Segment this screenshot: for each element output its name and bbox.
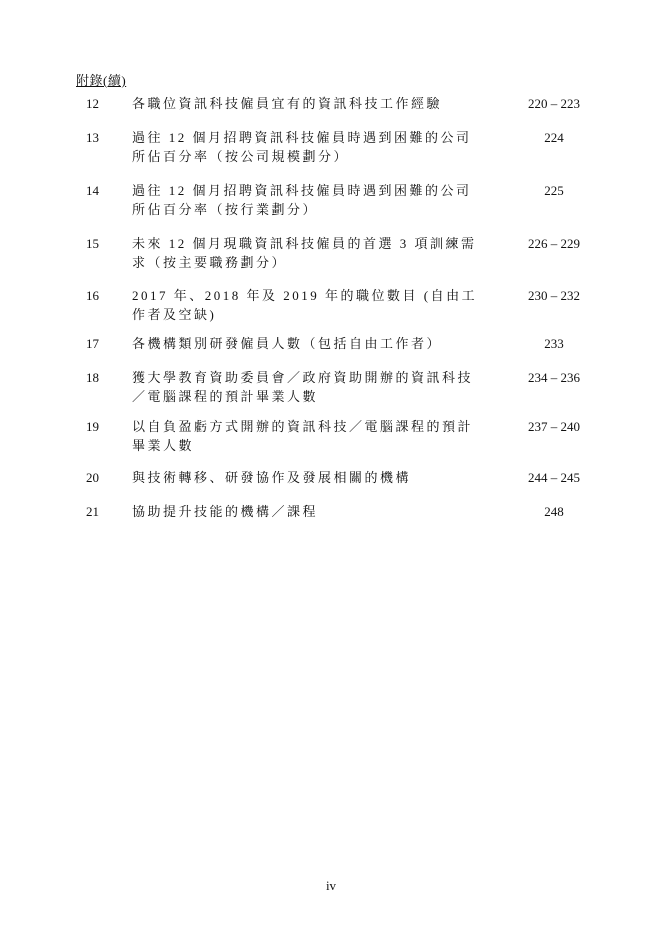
entry-number: 14 bbox=[86, 183, 99, 198]
entry-pages: 237 – 240 bbox=[528, 419, 580, 434]
entry-number: 18 bbox=[86, 370, 99, 385]
toc-entry-21 bbox=[76, 502, 616, 536]
entry-pages: 234 – 236 bbox=[528, 370, 580, 385]
entry-title: 以自負盈虧方式開辦的資訊科技／電腦課程的預計畢業人數 bbox=[132, 419, 474, 453]
entry-pages: 226 – 229 bbox=[528, 236, 580, 251]
entry-number: 17 bbox=[86, 336, 99, 351]
appendix-heading: 附錄(續) bbox=[76, 73, 127, 88]
entry-title: 協助提升技能的機構／課程 bbox=[132, 504, 319, 519]
entry-title: 獲大學教育資助委員會／政府資助開辦的資訊科技／電腦課程的預計畢業人數 bbox=[132, 370, 474, 404]
toc-entry-14 bbox=[76, 181, 616, 234]
entry-pages: 248 bbox=[544, 504, 564, 519]
entry-number: 19 bbox=[86, 419, 99, 434]
entry-pages: 220 – 223 bbox=[528, 96, 580, 111]
entry-number: 21 bbox=[86, 504, 99, 519]
entry-title: 過往 12 個月招聘資訊科技僱員時遇到困難的公司所佔百分率（按行業劃分） bbox=[132, 183, 472, 217]
page-number: iv bbox=[325, 878, 337, 893]
toc-entry-16 bbox=[76, 286, 616, 334]
entry-number: 12 bbox=[86, 96, 99, 111]
entry-title: 與技術轉移、研發協作及發展相關的機構 bbox=[132, 470, 412, 485]
table-of-contents bbox=[76, 94, 616, 536]
toc-entry-18 bbox=[76, 368, 616, 417]
entry-pages: 230 – 232 bbox=[528, 288, 580, 303]
entry-number: 13 bbox=[86, 130, 99, 145]
toc-entry-15 bbox=[76, 234, 616, 286]
entry-title: 各職位資訊科技僱員宜有的資訊科技工作經驗 bbox=[132, 96, 443, 111]
entry-number: 20 bbox=[86, 470, 99, 485]
entry-pages: 233 bbox=[544, 336, 564, 351]
entry-title: 過往 12 個月招聘資訊科技僱員時遇到困難的公司所佔百分率（按公司規模劃分） bbox=[132, 130, 472, 164]
toc-entry-19 bbox=[76, 417, 616, 468]
toc-entry-13 bbox=[76, 128, 616, 181]
entry-title: 各機構類別研發僱員人數（包括自由工作者） bbox=[132, 336, 443, 351]
entry-number: 16 bbox=[86, 288, 99, 303]
toc-entry-20 bbox=[76, 468, 616, 502]
toc-entry-17 bbox=[76, 334, 616, 368]
entry-title: 未來 12 個月現職資訊科技僱員的首選 3 項訓練需求（按主要職務劃分） bbox=[132, 236, 477, 270]
entry-pages: 225 bbox=[544, 183, 564, 198]
entry-pages: 244 – 245 bbox=[528, 470, 580, 485]
entry-number: 15 bbox=[86, 236, 99, 251]
entry-pages: 224 bbox=[544, 130, 564, 145]
entry-title: 2017 年、2018 年及 2019 年的職位數目 (自由工作者及空缺) bbox=[132, 288, 478, 322]
toc-entry-12 bbox=[76, 94, 616, 128]
